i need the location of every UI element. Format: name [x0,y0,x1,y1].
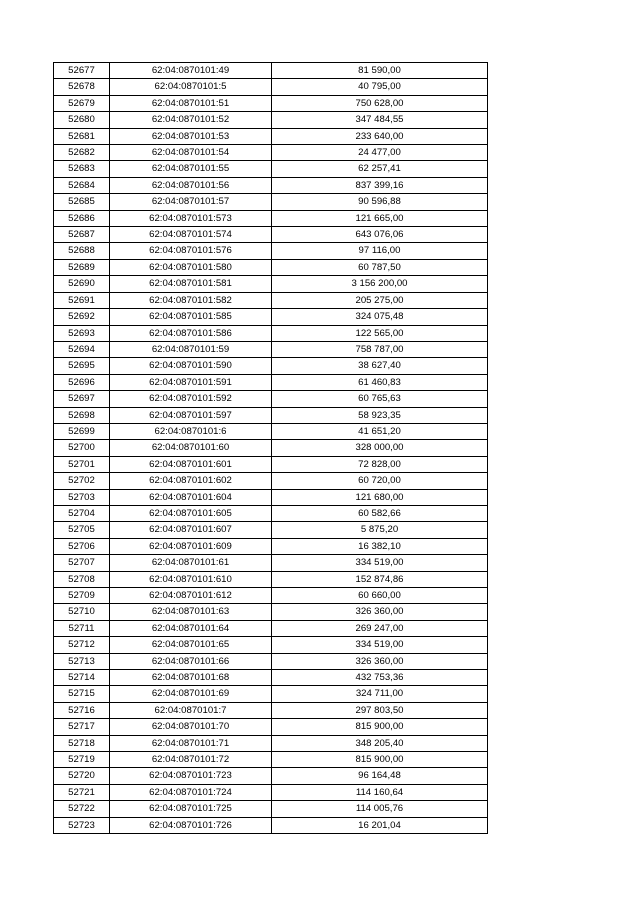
row-number-cell: 52679 [54,95,110,111]
cadastral-value-cell: 326 360,00 [272,653,488,669]
cadastral-number-cell: 62:04:0870101:53 [110,128,272,144]
cadastral-value-cell: 81 590,00 [272,63,488,79]
row-number-cell: 52687 [54,227,110,243]
table-row [54,259,488,275]
cadastral-number-cell: 62:04:0870101:586 [110,325,272,341]
cadastral-value-cell: 347 484,55 [272,112,488,128]
cadastral-number-cell: 62:04:0870101:610 [110,571,272,587]
cadastral-number-cell: 62:04:0870101:51 [110,95,272,111]
row-number-cell: 52683 [54,161,110,177]
table-row [54,817,488,833]
row-number-cell: 52691 [54,292,110,308]
row-number-cell: 52696 [54,374,110,390]
row-number-cell: 52707 [54,555,110,571]
cadastral-number-cell: 62:04:0870101:68 [110,670,272,686]
cadastral-number-cell: 62:04:0870101:60 [110,440,272,456]
cadastral-number-cell: 62:04:0870101:582 [110,292,272,308]
cadastral-number-cell: 62:04:0870101:605 [110,505,272,521]
cadastral-number-cell: 62:04:0870101:7 [110,702,272,718]
table-row [54,161,488,177]
table-row [54,210,488,226]
cadastral-value-cell: 837 399,16 [272,177,488,193]
row-number-cell: 52700 [54,440,110,456]
table-row [54,801,488,817]
table-row [54,391,488,407]
table-row [54,702,488,718]
cadastral-value-cell: 815 900,00 [272,719,488,735]
cadastral-value-cell: 334 519,00 [272,637,488,653]
row-number-cell: 52697 [54,391,110,407]
table-row [54,145,488,161]
cadastral-number-cell: 62:04:0870101:585 [110,309,272,325]
table-row [54,637,488,653]
table-row [54,752,488,768]
row-number-cell: 52710 [54,604,110,620]
table-row [54,473,488,489]
table-row [54,768,488,784]
cadastral-number-cell: 62:04:0870101:723 [110,768,272,784]
row-number-cell: 52692 [54,309,110,325]
cadastral-number-cell: 62:04:0870101:69 [110,686,272,702]
table-row [54,341,488,357]
cadastral-number-cell: 62:04:0870101:71 [110,735,272,751]
table-row [54,79,488,95]
cadastral-value-cell: 643 076,06 [272,227,488,243]
cadastral-number-cell: 62:04:0870101:66 [110,653,272,669]
table-row [54,128,488,144]
row-number-cell: 52721 [54,784,110,800]
cadastral-value-cell: 121 680,00 [272,489,488,505]
row-number-cell: 52680 [54,112,110,128]
cadastral-number-cell: 62:04:0870101:49 [110,63,272,79]
cadastral-value-cell: 326 360,00 [272,604,488,620]
row-number-cell: 52719 [54,752,110,768]
table-row [54,588,488,604]
table-row [54,374,488,390]
table-row [54,407,488,423]
cadastral-number-cell: 62:04:0870101:581 [110,276,272,292]
cadastral-number-cell: 62:04:0870101:726 [110,817,272,833]
row-number-cell: 52711 [54,620,110,636]
row-number-cell: 52706 [54,538,110,554]
row-number-cell: 52699 [54,423,110,439]
cadastral-value-cell: 233 640,00 [272,128,488,144]
cadastral-number-cell: 62:04:0870101:65 [110,637,272,653]
row-number-cell: 52717 [54,719,110,735]
cadastral-value-cell: 114 160,64 [272,784,488,800]
table-row [54,620,488,636]
table-row [54,719,488,735]
row-number-cell: 52714 [54,670,110,686]
cadastral-value-table [53,62,488,834]
cadastral-number-cell: 62:04:0870101:64 [110,620,272,636]
table-row [54,538,488,554]
cadastral-value-cell: 269 247,00 [272,620,488,636]
cadastral-number-cell: 62:04:0870101:573 [110,210,272,226]
cadastral-value-cell: 348 205,40 [272,735,488,751]
cadastral-value-cell: 62 257,41 [272,161,488,177]
row-number-cell: 52694 [54,341,110,357]
row-number-cell: 52709 [54,588,110,604]
table-row [54,735,488,751]
cadastral-number-cell: 62:04:0870101:597 [110,407,272,423]
table-row [54,522,488,538]
table-row [54,243,488,259]
cadastral-number-cell: 62:04:0870101:607 [110,522,272,538]
table-row [54,440,488,456]
cadastral-number-cell: 62:04:0870101:592 [110,391,272,407]
row-number-cell: 52723 [54,817,110,833]
row-number-cell: 52695 [54,358,110,374]
cadastral-value-cell: 16 382,10 [272,538,488,554]
cadastral-number-cell: 62:04:0870101:59 [110,341,272,357]
row-number-cell: 52715 [54,686,110,702]
cadastral-number-cell: 62:04:0870101:6 [110,423,272,439]
cadastral-number-cell: 62:04:0870101:5 [110,79,272,95]
cadastral-number-cell: 62:04:0870101:590 [110,358,272,374]
table-row [54,325,488,341]
cadastral-value-cell: 114 005,76 [272,801,488,817]
table-row [54,489,488,505]
cadastral-value-cell: 16 201,04 [272,817,488,833]
table-row [54,784,488,800]
cadastral-value-cell: 328 000,00 [272,440,488,456]
table-row [54,227,488,243]
row-number-cell: 52678 [54,79,110,95]
cadastral-number-cell: 62:04:0870101:57 [110,194,272,210]
cadastral-number-cell: 62:04:0870101:56 [110,177,272,193]
table-row [54,309,488,325]
cadastral-number-cell: 62:04:0870101:576 [110,243,272,259]
row-number-cell: 52718 [54,735,110,751]
row-number-cell: 52698 [54,407,110,423]
cadastral-number-cell: 62:04:0870101:601 [110,456,272,472]
cadastral-number-cell: 62:04:0870101:612 [110,588,272,604]
cadastral-value-cell: 432 753,36 [272,670,488,686]
row-number-cell: 52688 [54,243,110,259]
row-number-cell: 52681 [54,128,110,144]
cadastral-value-cell: 324 075,48 [272,309,488,325]
row-number-cell: 52713 [54,653,110,669]
cadastral-number-cell: 62:04:0870101:63 [110,604,272,620]
table-row [54,604,488,620]
row-number-cell: 52690 [54,276,110,292]
cadastral-value-cell: 38 627,40 [272,358,488,374]
row-number-cell: 52689 [54,259,110,275]
cadastral-value-cell: 40 795,00 [272,79,488,95]
table-row [54,63,488,79]
cadastral-value-cell: 60 720,00 [272,473,488,489]
cadastral-value-cell: 60 787,50 [272,259,488,275]
cadastral-number-cell: 62:04:0870101:54 [110,145,272,161]
cadastral-value-cell: 750 628,00 [272,95,488,111]
cadastral-value-cell: 58 923,35 [272,407,488,423]
row-number-cell: 52677 [54,63,110,79]
cadastral-number-cell: 62:04:0870101:591 [110,374,272,390]
table-row [54,686,488,702]
cadastral-number-cell: 62:04:0870101:61 [110,555,272,571]
cadastral-value-cell: 60 582,66 [272,505,488,521]
cadastral-number-cell: 62:04:0870101:609 [110,538,272,554]
cadastral-number-cell: 62:04:0870101:52 [110,112,272,128]
table-body [54,63,488,834]
cadastral-value-cell: 3 156 200,00 [272,276,488,292]
table-row [54,194,488,210]
cadastral-value-cell: 297 803,50 [272,702,488,718]
cadastral-number-cell: 62:04:0870101:724 [110,784,272,800]
row-number-cell: 52684 [54,177,110,193]
cadastral-number-cell: 62:04:0870101:602 [110,473,272,489]
cadastral-number-cell: 62:04:0870101:725 [110,801,272,817]
row-number-cell: 52705 [54,522,110,538]
row-number-cell: 52693 [54,325,110,341]
row-number-cell: 52686 [54,210,110,226]
row-number-cell: 52720 [54,768,110,784]
table-row [54,670,488,686]
cadastral-value-cell: 60 660,00 [272,588,488,604]
cadastral-value-cell: 5 875,20 [272,522,488,538]
cadastral-number-cell: 62:04:0870101:55 [110,161,272,177]
table-row [54,423,488,439]
row-number-cell: 52702 [54,473,110,489]
cadastral-value-cell: 324 711,00 [272,686,488,702]
cadastral-value-cell: 122 565,00 [272,325,488,341]
cadastral-value-cell: 334 519,00 [272,555,488,571]
cadastral-value-cell: 96 164,48 [272,768,488,784]
table-row [54,95,488,111]
cadastral-value-cell: 72 828,00 [272,456,488,472]
table-row [54,555,488,571]
cadastral-value-cell: 97 116,00 [272,243,488,259]
row-number-cell: 52685 [54,194,110,210]
cadastral-number-cell: 62:04:0870101:72 [110,752,272,768]
cadastral-number-cell: 62:04:0870101:580 [110,259,272,275]
row-number-cell: 52701 [54,456,110,472]
table-row [54,505,488,521]
row-number-cell: 52708 [54,571,110,587]
cadastral-number-cell: 62:04:0870101:70 [110,719,272,735]
cadastral-value-cell: 205 275,00 [272,292,488,308]
row-number-cell: 52704 [54,505,110,521]
cadastral-value-cell: 815 900,00 [272,752,488,768]
row-number-cell: 52682 [54,145,110,161]
table-row [54,276,488,292]
cadastral-value-cell: 152 874,86 [272,571,488,587]
cadastral-value-cell: 121 665,00 [272,210,488,226]
cadastral-number-cell: 62:04:0870101:604 [110,489,272,505]
row-number-cell: 52716 [54,702,110,718]
row-number-cell: 52712 [54,637,110,653]
cadastral-value-cell: 61 460,83 [272,374,488,390]
table-row [54,653,488,669]
row-number-cell: 52703 [54,489,110,505]
cadastral-value-cell: 758 787,00 [272,341,488,357]
cadastral-value-cell: 24 477,00 [272,145,488,161]
cadastral-value-cell: 41 651,20 [272,423,488,439]
row-number-cell: 52722 [54,801,110,817]
table-row [54,456,488,472]
table-row [54,112,488,128]
table-row [54,358,488,374]
cadastral-value-cell: 60 765,63 [272,391,488,407]
table-row [54,292,488,308]
table-row [54,177,488,193]
table-row [54,571,488,587]
cadastral-number-cell: 62:04:0870101:574 [110,227,272,243]
cadastral-value-cell: 90 596,88 [272,194,488,210]
